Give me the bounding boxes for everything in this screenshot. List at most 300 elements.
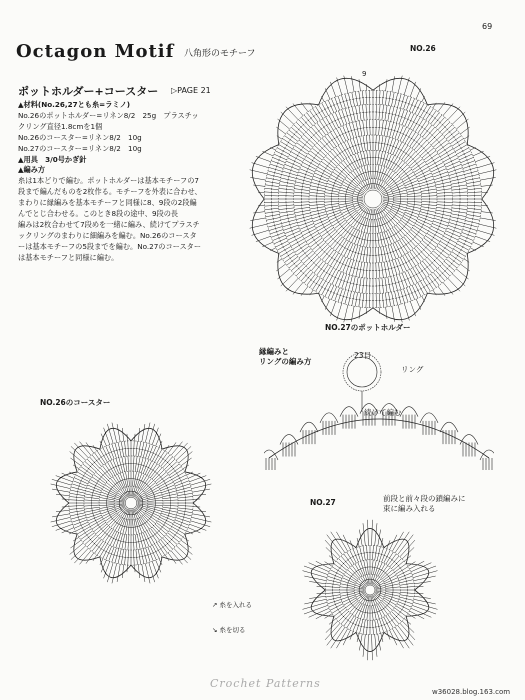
petal-stitch	[317, 593, 326, 594]
stitch-bar	[327, 231, 328, 233]
petal-stitch	[409, 561, 424, 569]
stitch-bar	[339, 611, 340, 613]
petal-stitch	[56, 494, 69, 496]
stitch-bar	[470, 227, 471, 229]
petal-stitch	[386, 307, 387, 319]
stitch-bar	[378, 553, 380, 554]
stitch-bar	[342, 101, 344, 102]
petal-stitch	[252, 163, 269, 168]
stitch-bar	[413, 140, 415, 141]
stitch-bar	[108, 535, 110, 536]
label-continue: 続けて編む	[364, 408, 402, 417]
instructions-line: は基本モチーフと同様に編む。	[18, 252, 119, 262]
petal-stitch	[281, 274, 294, 286]
motif-group	[51, 423, 212, 584]
petal-stitch	[86, 442, 94, 453]
stitch-bar	[383, 239, 385, 240]
stitch-bar	[405, 577, 406, 579]
stitch-bar	[357, 554, 359, 555]
stitch-bar	[389, 145, 391, 146]
stitch-bar	[399, 191, 400, 193]
petal-stitch	[351, 306, 354, 322]
petal-stitch	[359, 530, 362, 546]
label-ring-title-2: リングの編み方	[259, 357, 312, 366]
petal-stitch	[317, 586, 326, 587]
stitch-bar	[150, 488, 151, 490]
stitch-bar	[346, 205, 347, 207]
stitch-bar	[107, 496, 108, 498]
petal-stitch	[286, 278, 298, 291]
petal-scallop	[331, 539, 356, 564]
petal-stitch	[281, 112, 294, 124]
stitch-bar	[455, 139, 456, 141]
stitch-bar	[380, 625, 382, 626]
stitch-bar	[334, 600, 335, 602]
stitch-bar	[395, 233, 397, 234]
footer-url: w36028.blog.163.com	[432, 688, 511, 696]
stitch-bar	[136, 479, 138, 480]
stitch-bar	[318, 212, 319, 214]
stitch-bar	[400, 567, 401, 569]
petal-stitch	[456, 119, 468, 129]
stitch-bar	[395, 100, 397, 101]
section-title: ポットホルダー+コースター	[18, 85, 159, 98]
stitch-bar	[333, 580, 334, 582]
stitch-bar	[388, 176, 390, 177]
petal-stitch	[74, 548, 88, 563]
stitch-bar	[314, 157, 315, 159]
stitch-bar	[398, 282, 400, 283]
stitch-bar	[353, 268, 355, 269]
stitch-bar	[348, 596, 349, 598]
petal-stitch	[138, 565, 140, 578]
stitch-bar	[405, 600, 406, 602]
stitch-bar	[379, 225, 381, 226]
stitch-bar	[183, 485, 184, 487]
stitch-bar	[376, 612, 378, 613]
stitch-bar	[472, 221, 473, 223]
petal-stitch	[70, 458, 81, 466]
petal-scallop	[56, 503, 77, 534]
stitch-bar	[393, 130, 395, 131]
stitch-bar	[289, 172, 290, 174]
petal-stitch	[475, 236, 490, 241]
petal-stitch	[359, 79, 360, 91]
petal-stitch	[145, 423, 150, 443]
petal-stitch	[70, 540, 81, 548]
petal-stitch	[71, 446, 86, 460]
stitch-bar	[389, 252, 391, 253]
stitch-bar	[136, 526, 138, 527]
stitch-bar	[339, 244, 341, 245]
instructions-line: クリング直径1.8cmを1個	[18, 121, 103, 131]
stitch-bar	[318, 183, 319, 185]
stitch-bar	[333, 598, 334, 600]
stitch-bar	[391, 114, 393, 115]
stitch-bar	[162, 546, 164, 547]
petal-stitch	[392, 76, 395, 92]
stitch-bar	[144, 522, 146, 523]
petal-stitch	[192, 489, 210, 492]
stitch-bar	[346, 282, 348, 283]
stitch-bar	[349, 100, 351, 101]
instructions-line: んでとじ合わせる。このとき8段の途中、9段の長	[18, 209, 179, 219]
petal-stitch	[171, 551, 183, 565]
stitch-bar	[391, 284, 393, 285]
legend-thread-in	[212, 600, 252, 609]
stitch-bar	[304, 219, 305, 221]
label-note27-2: 束に編み入れる	[383, 504, 436, 513]
stitch-bar	[113, 555, 115, 556]
petal-stitch	[480, 218, 496, 221]
petal-stitch	[70, 543, 84, 555]
petal-scallop	[356, 528, 384, 547]
stitch-bar	[93, 512, 94, 514]
thread-cut-icon: ↘	[212, 626, 218, 634]
stitch-bar	[390, 268, 392, 269]
stitch-bar	[362, 568, 364, 569]
stitch-bar	[346, 191, 347, 193]
stitch-bar	[347, 620, 349, 621]
petal-stitch	[422, 296, 425, 302]
stitch-bar	[313, 116, 315, 117]
stitch-bar	[183, 488, 184, 490]
petal-stitch	[481, 212, 493, 213]
petal-scallop	[100, 557, 131, 578]
label-no26: NO.26	[410, 44, 436, 53]
petal-stitch	[270, 248, 276, 251]
stitch-bar	[327, 165, 328, 167]
stitch-bar	[442, 216, 443, 218]
petal-stitch	[412, 605, 436, 614]
stitch-bar	[395, 214, 396, 216]
footer-logo: Crochet Patterns	[210, 677, 321, 690]
stitch-bar	[356, 269, 358, 270]
petal-scallop	[311, 564, 334, 590]
petal-stitch	[477, 230, 494, 235]
petal-stitch	[117, 424, 120, 442]
petal-stitch	[480, 177, 496, 180]
petal-stitch	[416, 88, 421, 99]
stitch-bar	[163, 524, 164, 526]
diagram-no27-motif	[290, 510, 450, 670]
stitch-bar	[395, 164, 397, 165]
petal-stitch	[375, 523, 377, 545]
petal-stitch	[475, 156, 490, 161]
petal-stitch	[415, 593, 424, 594]
stitch-bar	[348, 582, 349, 584]
stitch-bar	[355, 608, 357, 609]
instructions-line: No.26のポットホルダー=リネン8/2 25g プラスチッ	[18, 110, 199, 120]
stitch-bar	[401, 101, 403, 102]
stitch-bar	[458, 178, 459, 180]
stitch-bar	[124, 479, 126, 480]
petal-stitch	[145, 563, 150, 583]
stitch-bar	[154, 508, 155, 510]
stitch-bar	[333, 209, 334, 211]
label-ring-count: 23目	[354, 351, 372, 360]
stitch-bar	[394, 283, 396, 284]
petal-stitch	[252, 230, 269, 235]
stitch-bar	[154, 496, 155, 498]
stitch-bar	[429, 283, 431, 284]
petal-stitch	[350, 631, 353, 639]
thread-in-icon: ↗	[212, 601, 218, 609]
stitch-bar	[323, 126, 325, 127]
stitch-bar	[174, 470, 175, 472]
stitch-bar	[472, 175, 473, 177]
stitch-bar	[391, 559, 393, 560]
stitch-bar	[356, 221, 358, 222]
petal-stitch	[330, 82, 335, 97]
petal-stitch	[473, 242, 484, 247]
stitch-bar	[342, 296, 344, 297]
petal-stitch	[390, 535, 397, 550]
stitch-bar	[288, 141, 289, 143]
stitch-bar	[388, 603, 389, 605]
stitch-bar	[144, 555, 146, 556]
stitch-bar	[346, 100, 348, 101]
instructions-line: No.26のコースター=リネン8/2 10g	[18, 132, 142, 142]
stitch-bar	[431, 239, 432, 241]
petal-stitch	[181, 458, 192, 466]
stitch-bar	[456, 172, 457, 174]
stitch-bar	[169, 492, 170, 494]
petal-scallop	[56, 472, 77, 503]
stitch-bar	[356, 176, 358, 177]
stitch-bar	[386, 253, 388, 254]
petal-stitch	[51, 484, 71, 489]
petal-stitch	[321, 96, 324, 102]
stitch-bar	[79, 485, 80, 487]
petal-stitch	[337, 303, 342, 320]
petal-stitch	[52, 489, 70, 492]
stitch-bar	[169, 512, 170, 514]
petal-stitch	[176, 446, 191, 460]
petal-stitch	[404, 78, 409, 95]
page-number: 69	[482, 22, 493, 31]
stitch-bar	[331, 140, 333, 141]
petal-stitch	[410, 301, 415, 316]
diagram-no26-potholder	[228, 54, 518, 344]
stitch-bar	[405, 244, 407, 245]
petal-stitch	[316, 611, 331, 619]
petal-stitch	[192, 514, 210, 517]
stitch-bar	[457, 220, 458, 222]
stitch-bar	[383, 608, 385, 609]
petal-stitch	[452, 112, 465, 124]
stitch-bar	[361, 239, 363, 240]
label-note27-1: 前段と前々段の鎖編みに	[383, 494, 466, 503]
stitch-bar	[390, 129, 392, 130]
petal-stitch	[122, 428, 124, 441]
stitch-bar	[120, 465, 122, 466]
petal-stitch	[86, 553, 94, 564]
stitch-bar	[395, 182, 396, 184]
petal-stitch	[70, 451, 84, 463]
edge-group	[264, 353, 494, 470]
instructions-line: 段まで編んだものを2枚作る。モチーフを外表に合わせ、	[18, 187, 202, 197]
stitch-bar	[290, 257, 291, 259]
stitch-bar	[98, 546, 100, 547]
petal-stitch	[378, 634, 381, 650]
stitch-bar	[288, 217, 289, 219]
stitch-bar	[443, 182, 444, 184]
stitch-bar	[400, 611, 401, 613]
instructions-line: 糸は1本どりで編む。ポットホルダーは基本モチーフの7	[18, 176, 200, 186]
stitch-bar	[116, 555, 118, 556]
ring-stitches	[343, 353, 381, 391]
round-marker: 9	[362, 70, 367, 78]
petal-stitch	[337, 78, 342, 95]
stitch-bar	[152, 470, 154, 471]
stitch-bar	[140, 541, 142, 542]
stitch-bar	[319, 180, 320, 182]
instructions-line: No.27のコースター=リネン8/2 10g	[18, 143, 142, 153]
petal-stitch	[410, 82, 415, 97]
stitch-bar	[457, 141, 458, 143]
stitch-bar	[406, 598, 407, 600]
stitch-bar	[116, 450, 118, 451]
petal-stitch	[343, 630, 350, 645]
petal-stitch	[250, 177, 266, 180]
stitch-bar	[323, 270, 325, 271]
stitch-bar	[398, 115, 400, 116]
diagram-no27-edge	[264, 340, 494, 470]
stitch-bar	[407, 175, 408, 177]
stitch-bar	[274, 221, 275, 223]
petal-stitch	[316, 561, 331, 569]
page-subtitle: 八角形のモチーフ	[184, 49, 256, 59]
stitch-bar	[357, 253, 359, 254]
center-ring	[365, 585, 375, 595]
stitch-bar	[333, 187, 334, 189]
stitch-bar	[93, 492, 94, 494]
stitch-bar	[319, 215, 320, 217]
stitch-bar	[457, 255, 458, 257]
stitch-bar	[300, 247, 301, 249]
page-reference: ▷PAGE 21	[171, 86, 211, 95]
stitch-bar	[442, 179, 443, 181]
stitch-bar	[398, 297, 400, 298]
stitch-bar	[274, 172, 275, 174]
petal-stitch	[79, 442, 91, 456]
stitch-bar	[350, 182, 351, 184]
stitch-bar	[86, 470, 87, 472]
petal-stitch	[386, 79, 387, 91]
petal-stitch	[256, 236, 271, 241]
center-ring	[364, 190, 382, 208]
stitch-bar	[441, 176, 442, 178]
stitch-bar	[349, 164, 351, 165]
stitch-bar	[471, 224, 472, 226]
petal-stitch	[278, 119, 290, 129]
stitch-bar	[313, 281, 315, 282]
legend-thread-in-label: 糸を入れる	[219, 601, 253, 609]
stitch-bar	[331, 257, 333, 258]
stitch-bar	[388, 575, 389, 577]
stitch-bar	[347, 559, 349, 560]
stitch-bar	[413, 257, 415, 258]
stitch-bar	[289, 220, 290, 222]
stitch-bar	[458, 217, 459, 219]
page-title: Octagon Motif	[16, 41, 175, 62]
label-no27: NO.27	[310, 498, 336, 507]
label-no27-potholder: NO.27のポットホルダー	[325, 323, 411, 332]
petal-stitch	[321, 296, 324, 302]
stitch-bar	[426, 215, 427, 217]
petal-stitch	[142, 424, 145, 442]
petal-stitch	[477, 163, 494, 168]
stitch-bar	[353, 129, 355, 130]
stitch-bar	[116, 522, 118, 523]
petal-stitch	[117, 564, 120, 582]
stitch-bar	[98, 458, 100, 459]
petal-stitch	[359, 634, 362, 650]
stitch-bar	[354, 145, 356, 146]
petal-scallop	[131, 557, 162, 578]
petal-stitch	[71, 546, 86, 560]
stitch-bar	[339, 153, 341, 154]
instructions-line: ックリングのまわりに細編みを編む。No.26のコースタ	[18, 230, 197, 240]
petal-stitch	[168, 442, 176, 453]
stitch-bar	[144, 482, 146, 483]
stitch-bar	[349, 115, 351, 116]
petal-stitch	[286, 107, 298, 120]
petal-stitch	[191, 484, 211, 489]
stitch-bar	[147, 451, 149, 452]
stitch-bar	[274, 224, 275, 226]
petal-stitch	[74, 443, 88, 458]
petal-stitch	[193, 494, 206, 496]
stitch-bar	[393, 267, 395, 268]
label-ring-title-1: 縁編みと	[259, 347, 289, 356]
petal-stitch	[387, 631, 390, 639]
stitch-bar	[378, 626, 380, 627]
instructions-line: ▲用具 3/0号かぎ針	[18, 154, 87, 164]
stitch-bar	[350, 130, 352, 131]
stitch-bar	[339, 567, 340, 569]
stitch-bar	[78, 488, 79, 490]
petal-stitch	[191, 517, 211, 522]
stitch-bar	[144, 450, 146, 451]
stitch-bar	[113, 451, 115, 452]
stitch-bar	[421, 270, 423, 271]
petal-scallop	[406, 590, 429, 616]
stitch-bar	[315, 283, 317, 284]
stitch-bar	[360, 626, 362, 627]
petal-stitch	[368, 520, 369, 546]
stitch-bar	[401, 296, 403, 297]
stitch-bar	[418, 165, 419, 167]
stitch-bar	[356, 129, 358, 130]
stitch-bar	[354, 252, 356, 253]
stitch-bar	[338, 221, 339, 223]
stitch-bar	[290, 139, 291, 141]
stitch-bar	[350, 267, 352, 268]
stitch-bar	[405, 153, 407, 154]
petal-stitch	[392, 306, 395, 322]
stitch-bar	[429, 114, 431, 115]
stitch-bar	[376, 568, 378, 569]
petal-stitch	[142, 564, 145, 582]
petal-stitch	[270, 147, 276, 150]
stitch-bar	[315, 114, 317, 115]
petal-stitch	[448, 107, 460, 120]
petal-stitch	[168, 553, 176, 564]
stitch-bar	[150, 516, 151, 518]
stitch-bar	[147, 555, 149, 556]
